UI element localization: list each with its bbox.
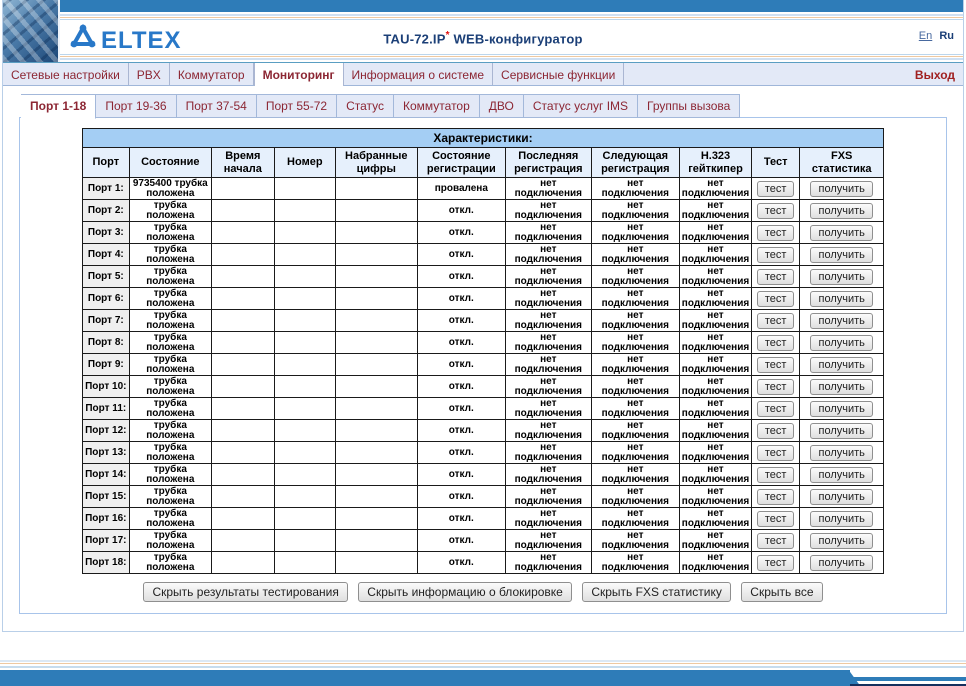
port-state: трубка положена [129,354,211,376]
number [274,266,335,288]
port-label: Порт 18: [82,552,129,574]
port-state: трубка положена [129,266,211,288]
test-button[interactable]: тест [757,511,795,527]
port-label: Порт 2: [82,200,129,222]
dialed-digits [335,376,417,398]
last-registration: нет подключения [505,244,591,266]
last-registration: нет подключения [505,442,591,464]
next-registration: нет подключения [591,200,679,222]
header-stripes-top [3,12,963,20]
registration-state: откл. [417,266,505,288]
port-state: трубка положена [129,486,211,508]
number [274,398,335,420]
number [274,464,335,486]
registration-state: откл. [417,200,505,222]
test-button[interactable]: тест [757,203,795,219]
subtab-port-37-54[interactable]: Порт 37-54 [177,94,257,118]
registration-state: откл. [417,310,505,332]
lang-en-link[interactable]: En [918,30,933,42]
logout-link[interactable]: Выход [914,68,955,82]
next-registration: нет подключения [591,288,679,310]
h323-gatekeeper: нет подключения [679,420,751,442]
col-header-test: Тест [752,148,800,178]
registration-state: откл. [417,530,505,552]
start-time [211,200,274,222]
test-button[interactable]: тест [757,533,795,549]
port-label: Порт 5: [82,266,129,288]
last-registration: нет подключения [505,420,591,442]
port-state: трубка положена [129,464,211,486]
start-time [211,332,274,354]
table-row [82,288,883,310]
h323-gatekeeper: нет подключения [679,178,751,200]
h323-gatekeeper: нет подключения [679,266,751,288]
last-registration: нет подключения [505,266,591,288]
h323-gatekeeper: нет подключения [679,530,751,552]
port-label: Порт 3: [82,222,129,244]
table-row [82,376,883,398]
h323-gatekeeper: нет подключения [679,486,751,508]
dialed-digits [335,486,417,508]
h323-gatekeeper: нет подключения [679,354,751,376]
table-row [82,354,883,376]
dialed-digits [335,398,417,420]
sub-nav [21,94,963,118]
col-header-number: Номер [274,148,335,178]
hide-block-info-button[interactable]: Скрыть информацию о блокировке [358,582,572,602]
port-state: трубка положена [129,222,211,244]
number [274,354,335,376]
fxs-get-button[interactable]: получить [810,181,872,197]
col-header-fxs: FXS статистика [800,148,884,178]
col-header-h323: H.323 гейткипер [679,148,751,178]
dialed-digits [335,222,417,244]
fxs-get-button[interactable]: получить [810,533,872,549]
next-registration: нет подключения [591,310,679,332]
table-row [82,530,883,552]
number [274,552,335,574]
test-button[interactable]: тест [757,291,795,307]
table-row [82,222,883,244]
port-state: трубка положена [129,376,211,398]
port-state: трубка положена [129,310,211,332]
hide-fxs-stats-button[interactable]: Скрыть FXS статистику [582,582,731,602]
fxs-get-button[interactable]: получить [810,357,872,373]
test-button[interactable]: тест [757,467,795,483]
number [274,288,335,310]
port-label: Порт 7: [82,310,129,332]
fxs-get-button[interactable]: получить [810,401,872,417]
start-time [211,178,274,200]
page-frame [2,0,964,632]
registration-state: откл. [417,354,505,376]
col-header-dialed-digits: Набранные цифры [335,148,417,178]
svg-text:ELTEX: ELTEX [101,27,182,53]
last-registration: нет подключения [505,376,591,398]
dialed-digits [335,354,417,376]
subtab-port-19-36[interactable]: Порт 19-36 [96,94,176,118]
h323-gatekeeper: нет подключения [679,200,751,222]
col-header-reg-state: Состояние регистрации [417,148,505,178]
dialed-digits [335,508,417,530]
number [274,244,335,266]
tab-network-settings[interactable]: Сетевые настройки [3,63,129,85]
port-label: Порт 6: [82,288,129,310]
lang-ru-current: Ru [939,30,954,42]
port-state: трубка положена [129,420,211,442]
start-time [211,508,274,530]
col-header-state: Состояние [129,148,211,178]
table-row [82,332,883,354]
number [274,530,335,552]
last-registration: нет подключения [505,508,591,530]
last-registration: нет подключения [505,332,591,354]
port-state: трубка положена [129,288,211,310]
h323-gatekeeper: нет подключения [679,244,751,266]
fxs-get-button[interactable]: получить [810,269,872,285]
eltex-logo [67,21,185,58]
h323-gatekeeper: нет подключения [679,398,751,420]
port-state: трубка положена [129,332,211,354]
test-button[interactable]: тест [757,225,795,241]
registration-state: откл. [417,442,505,464]
tab-monitoring[interactable]: Мониторинг [254,63,344,86]
eltex-logo-icon [67,21,185,53]
port-label: Порт 11: [82,398,129,420]
test-button[interactable]: тест [757,555,795,571]
number [274,310,335,332]
dialed-digits [335,530,417,552]
last-registration: нет подключения [505,464,591,486]
number [274,442,335,464]
port-label: Порт 10: [82,376,129,398]
test-button[interactable]: тест [757,269,795,285]
test-button[interactable]: тест [757,423,795,439]
number [274,178,335,200]
test-button[interactable]: тест [757,357,795,373]
test-button[interactable]: тест [757,313,795,329]
fxs-get-button[interactable]: получить [810,489,872,505]
fxs-get-button[interactable]: получить [810,467,872,483]
fxs-get-button[interactable]: получить [810,291,872,307]
fxs-get-button[interactable]: получить [810,225,872,241]
registration-state: провалена [417,178,505,200]
dialed-digits [335,310,417,332]
dialed-digits [335,420,417,442]
test-button[interactable]: тест [757,489,795,505]
col-header-port: Порт [82,148,129,178]
col-header-start-time: Время начала [211,148,274,178]
registration-state: откл. [417,398,505,420]
port-label: Порт 8: [82,332,129,354]
last-registration: нет подключения [505,310,591,332]
tab-system-info[interactable]: Информация о системе [344,63,493,85]
h323-gatekeeper: нет подключения [679,464,751,486]
registration-state: откл. [417,420,505,442]
table-row [82,244,883,266]
header-top-bar [3,0,963,12]
test-button[interactable]: тест [757,401,795,417]
subtab-ims-status[interactable]: Статус услуг IMS [524,94,638,118]
dialed-digits [335,552,417,574]
port-label: Порт 16: [82,508,129,530]
last-registration: нет подключения [505,486,591,508]
footer [0,660,966,686]
table-row [82,508,883,530]
number [274,508,335,530]
last-registration: нет подключения [505,222,591,244]
table-row [82,398,883,420]
last-registration: нет подключения [505,200,591,222]
port-state: трубка положена [129,530,211,552]
col-header-last-reg: Последняя регистрация [505,148,591,178]
fxs-get-button[interactable]: получить [810,335,872,351]
port-state: трубка положена [129,552,211,574]
next-registration: нет подключения [591,222,679,244]
next-registration: нет подключения [591,442,679,464]
start-time [211,530,274,552]
subtab-dvo[interactable]: ДВО [480,94,524,118]
start-time [211,464,274,486]
h323-gatekeeper: нет подключения [679,332,751,354]
subtab-port-55-72[interactable]: Порт 55-72 [257,94,337,118]
fxs-get-button[interactable]: получить [810,511,872,527]
fxs-get-button[interactable]: получить [810,555,872,571]
table-row [82,442,883,464]
dialed-digits [335,266,417,288]
start-time [211,354,274,376]
h323-gatekeeper: нет подключения [679,442,751,464]
start-time [211,266,274,288]
port-state: трубка положена [129,244,211,266]
port-label: Порт 13: [82,442,129,464]
dialed-digits [335,442,417,464]
dialed-digits [335,332,417,354]
h323-gatekeeper: нет подключения [679,288,751,310]
start-time [211,420,274,442]
port-label: Порт 14: [82,464,129,486]
last-registration: нет подключения [505,552,591,574]
dialed-digits [335,244,417,266]
start-time [211,376,274,398]
dialed-digits [335,464,417,486]
table-actions [20,582,946,602]
tab-pbx[interactable]: PBX [129,63,170,85]
start-time [211,288,274,310]
next-registration: нет подключения [591,266,679,288]
subtab-call-groups[interactable]: Группы вызова [638,94,740,118]
dialed-digits [335,200,417,222]
subtab-status[interactable]: Статус [337,94,394,118]
registration-state: откл. [417,288,505,310]
monitoring-content [3,86,963,614]
test-button[interactable]: тест [757,445,795,461]
fxs-get-button[interactable]: получить [810,445,872,461]
last-registration: нет подключения [505,354,591,376]
dialed-digits [335,288,417,310]
next-registration: нет подключения [591,354,679,376]
port-label: Порт 17: [82,530,129,552]
number [274,200,335,222]
port-state: трубка положена [129,508,211,530]
fxs-get-button[interactable]: получить [810,203,872,219]
registration-state: откл. [417,376,505,398]
unsaved-changes-asterisk: * [445,30,450,41]
h323-gatekeeper: нет подключения [679,222,751,244]
h323-gatekeeper: нет подключения [679,552,751,574]
registration-state: откл. [417,222,505,244]
start-time [211,486,274,508]
registration-state: откл. [417,464,505,486]
port-state: 9735400 трубка положена [129,178,211,200]
start-time [211,222,274,244]
brand-photo [3,0,60,62]
tab-switch[interactable]: Коммутатор [170,63,254,85]
number [274,332,335,354]
last-registration: нет подключения [505,288,591,310]
fxs-get-button[interactable]: получить [810,313,872,329]
port-label: Порт 9: [82,354,129,376]
next-registration: нет подключения [591,552,679,574]
fxs-get-button[interactable]: получить [810,247,872,263]
fxs-get-button[interactable]: получить [810,379,872,395]
port-state: трубка положена [129,442,211,464]
footer-bar [0,668,966,686]
language-switcher [919,30,954,42]
port-label: Порт 12: [82,420,129,442]
hide-all-button[interactable]: Скрыть все [741,582,822,602]
port-label: Порт 4: [82,244,129,266]
table-row [82,266,883,288]
start-time [211,398,274,420]
subtab-port-1-18[interactable]: Порт 1-18 [21,94,96,119]
last-registration: нет подключения [505,178,591,200]
registration-state: откл. [417,552,505,574]
next-registration: нет подключения [591,332,679,354]
main-nav [3,62,963,86]
registration-state: откл. [417,486,505,508]
subtab-switch[interactable]: Коммутатор [394,94,480,118]
fxs-get-button[interactable]: получить [810,423,872,439]
table-row [82,464,883,486]
next-registration: нет подключения [591,508,679,530]
table-row [82,178,883,200]
registration-state: откл. [417,508,505,530]
port-status-table [82,128,884,574]
test-button[interactable]: тест [757,335,795,351]
dialed-digits [335,178,417,200]
last-registration: нет подключения [505,530,591,552]
table-row [82,552,883,574]
h323-gatekeeper: нет подключения [679,376,751,398]
port-label: Порт 1: [82,178,129,200]
number [274,376,335,398]
test-button[interactable]: тест [757,379,795,395]
test-button[interactable]: тест [757,181,795,197]
port-status-panel [19,117,947,614]
registration-state: откл. [417,244,505,266]
table-title: Характеристики: [82,129,883,148]
tab-service-functions[interactable]: Сервисные функции [493,63,624,85]
start-time [211,310,274,332]
number [274,420,335,442]
registration-state: откл. [417,332,505,354]
table-row [82,200,883,222]
next-registration: нет подключения [591,420,679,442]
table-row [82,310,883,332]
table-row [82,420,883,442]
number [274,486,335,508]
h323-gatekeeper: нет подключения [679,508,751,530]
port-state: трубка положена [129,200,211,222]
number [274,222,335,244]
test-button[interactable]: тест [757,247,795,263]
next-registration: нет подключения [591,244,679,266]
page-title-suffix: WEB-конфигуратор [449,31,583,47]
start-time [211,552,274,574]
port-label: Порт 15: [82,486,129,508]
last-registration: нет подключения [505,398,591,420]
next-registration: нет подключения [591,530,679,552]
next-registration: нет подключения [591,376,679,398]
port-state: трубка положена [129,398,211,420]
device-name: TAU-72.IP [383,31,446,47]
next-registration: нет подключения [591,486,679,508]
col-header-next-reg: Следующая регистрация [591,148,679,178]
start-time [211,244,274,266]
next-registration: нет подключения [591,398,679,420]
start-time [211,442,274,464]
table-row [82,486,883,508]
next-registration: нет подключения [591,464,679,486]
h323-gatekeeper: нет подключения [679,310,751,332]
next-registration: нет подключения [591,178,679,200]
hide-test-results-button[interactable]: Скрыть результаты тестирования [143,582,347,602]
